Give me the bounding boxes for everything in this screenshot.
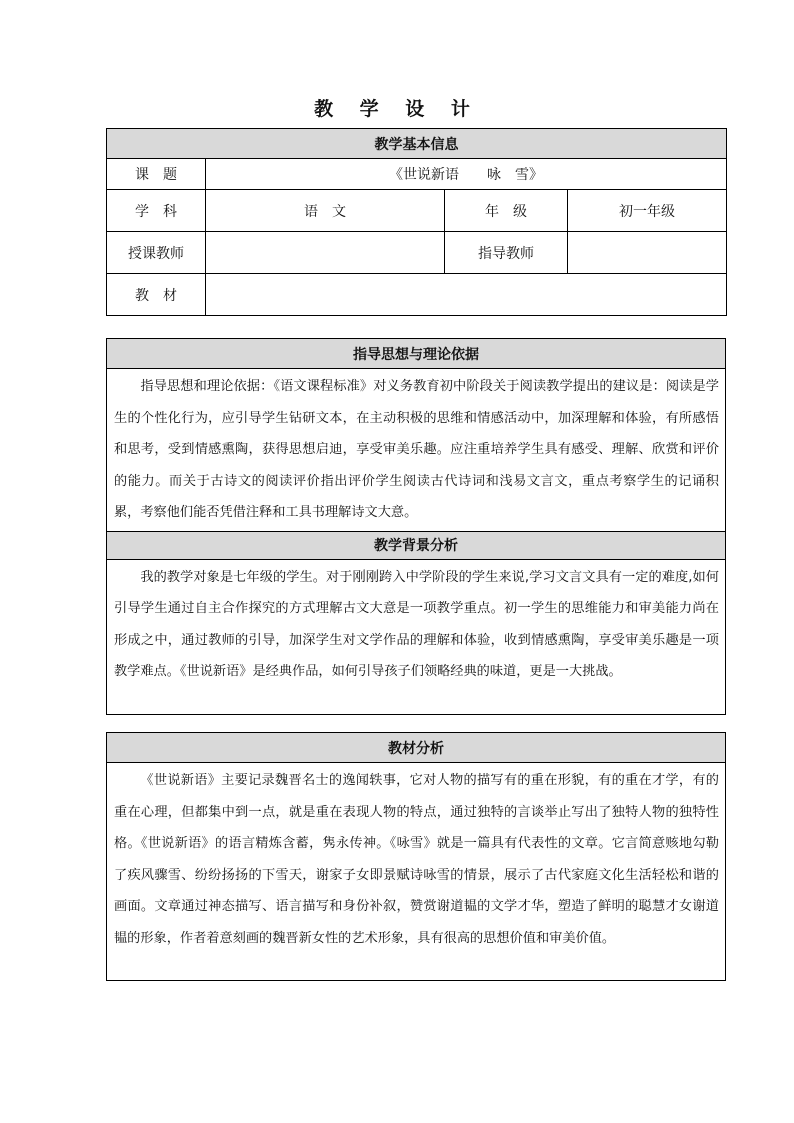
subject-label: 学 科	[107, 190, 206, 232]
topic-label: 课 题	[107, 159, 206, 190]
background-text: 我的教学对象是七年级的学生。对于刚刚跨入中学阶段的学生来说,学习文言文具有一定的难度,如何引导学生通过自主合作探究的方式理解古文大意是一项教学重点。初一学生的思维能力和审美能力尚在形成之中，通过教师的引导，加深学生对文学作品的理解和体验，收到情感熏陶，享受审美乐趣是一项教学难点。《世说新语》是经典作品，如何引导孩子们领略经典的味道，更是一大挑战。	[107, 559, 726, 714]
basic-info-table	[106, 128, 727, 316]
basic-info-header: 教学基本信息	[107, 129, 727, 159]
textbook-label: 教 材	[107, 274, 206, 316]
guiding-text: 指导思想和理论依据：《语文课程标准》对义务教育初中阶段关于阅读教学提出的建议是：阅读是学生的个性化行为，应引导学生钻研文本，在主动积极的思维和情感活动中，加深理解和体验，有所感悟和思考，受到情感熏陶，获得思想启迪，享受审美乐趣。应注重培养学生具有感受、理解、欣赏和评价的能力。而关于古诗文的阅读评价指出评价学生阅读古代诗词和浅易文言文，重点考察学生的记诵积累，考察他们能否凭借注释和工具书理解诗文大意。	[107, 369, 726, 532]
subject-value: 语 文	[206, 190, 445, 232]
textbook-value[interactable]	[206, 274, 727, 316]
teacher-value[interactable]	[206, 232, 445, 274]
background-header: 教学背景分析	[107, 531, 726, 559]
page-title: 教 学 设 计	[314, 98, 480, 120]
guiding-header: 指导思想与理论依据	[107, 339, 726, 369]
grade-value: 初一年级	[568, 190, 727, 232]
material-header: 教材分析	[107, 733, 726, 763]
guiding-background-table	[106, 338, 726, 715]
advisor-label: 指导教师	[445, 232, 568, 274]
material-table	[106, 732, 726, 981]
material-text: 《世说新语》主要记录魏晋名士的逸闻轶事，它对人物的描写有的重在形貌，有的重在才学，有的重在心理，但都集中到一点，就是重在表现人物的特点，通过独特的言谈举止写出了独特人物的独特性格。《世说新语》的语言精炼含蓄，隽永传神。《咏雪》就是一篇具有代表性的文章。它言简意赅地勾勒了疾风骤雪、纷纷扬扬的下雪天，谢家子女即景赋诗咏雪的情景，展示了古代家庭文化生活轻松和谐的画面。文章通过神态描写、语言描写和身份补叙，赞赏谢道韫的文学才华，塑造了鲜明的聪慧才女谢道韫的形象，作者着意刻画的魏晋新女性的艺术形象，具有很高的思想价值和审美价值。	[107, 763, 726, 981]
grade-label: 年 级	[445, 190, 568, 232]
advisor-value[interactable]	[568, 232, 727, 274]
topic-value: 《世说新语 咏 雪》	[206, 159, 727, 190]
teacher-label: 授课教师	[107, 232, 206, 274]
